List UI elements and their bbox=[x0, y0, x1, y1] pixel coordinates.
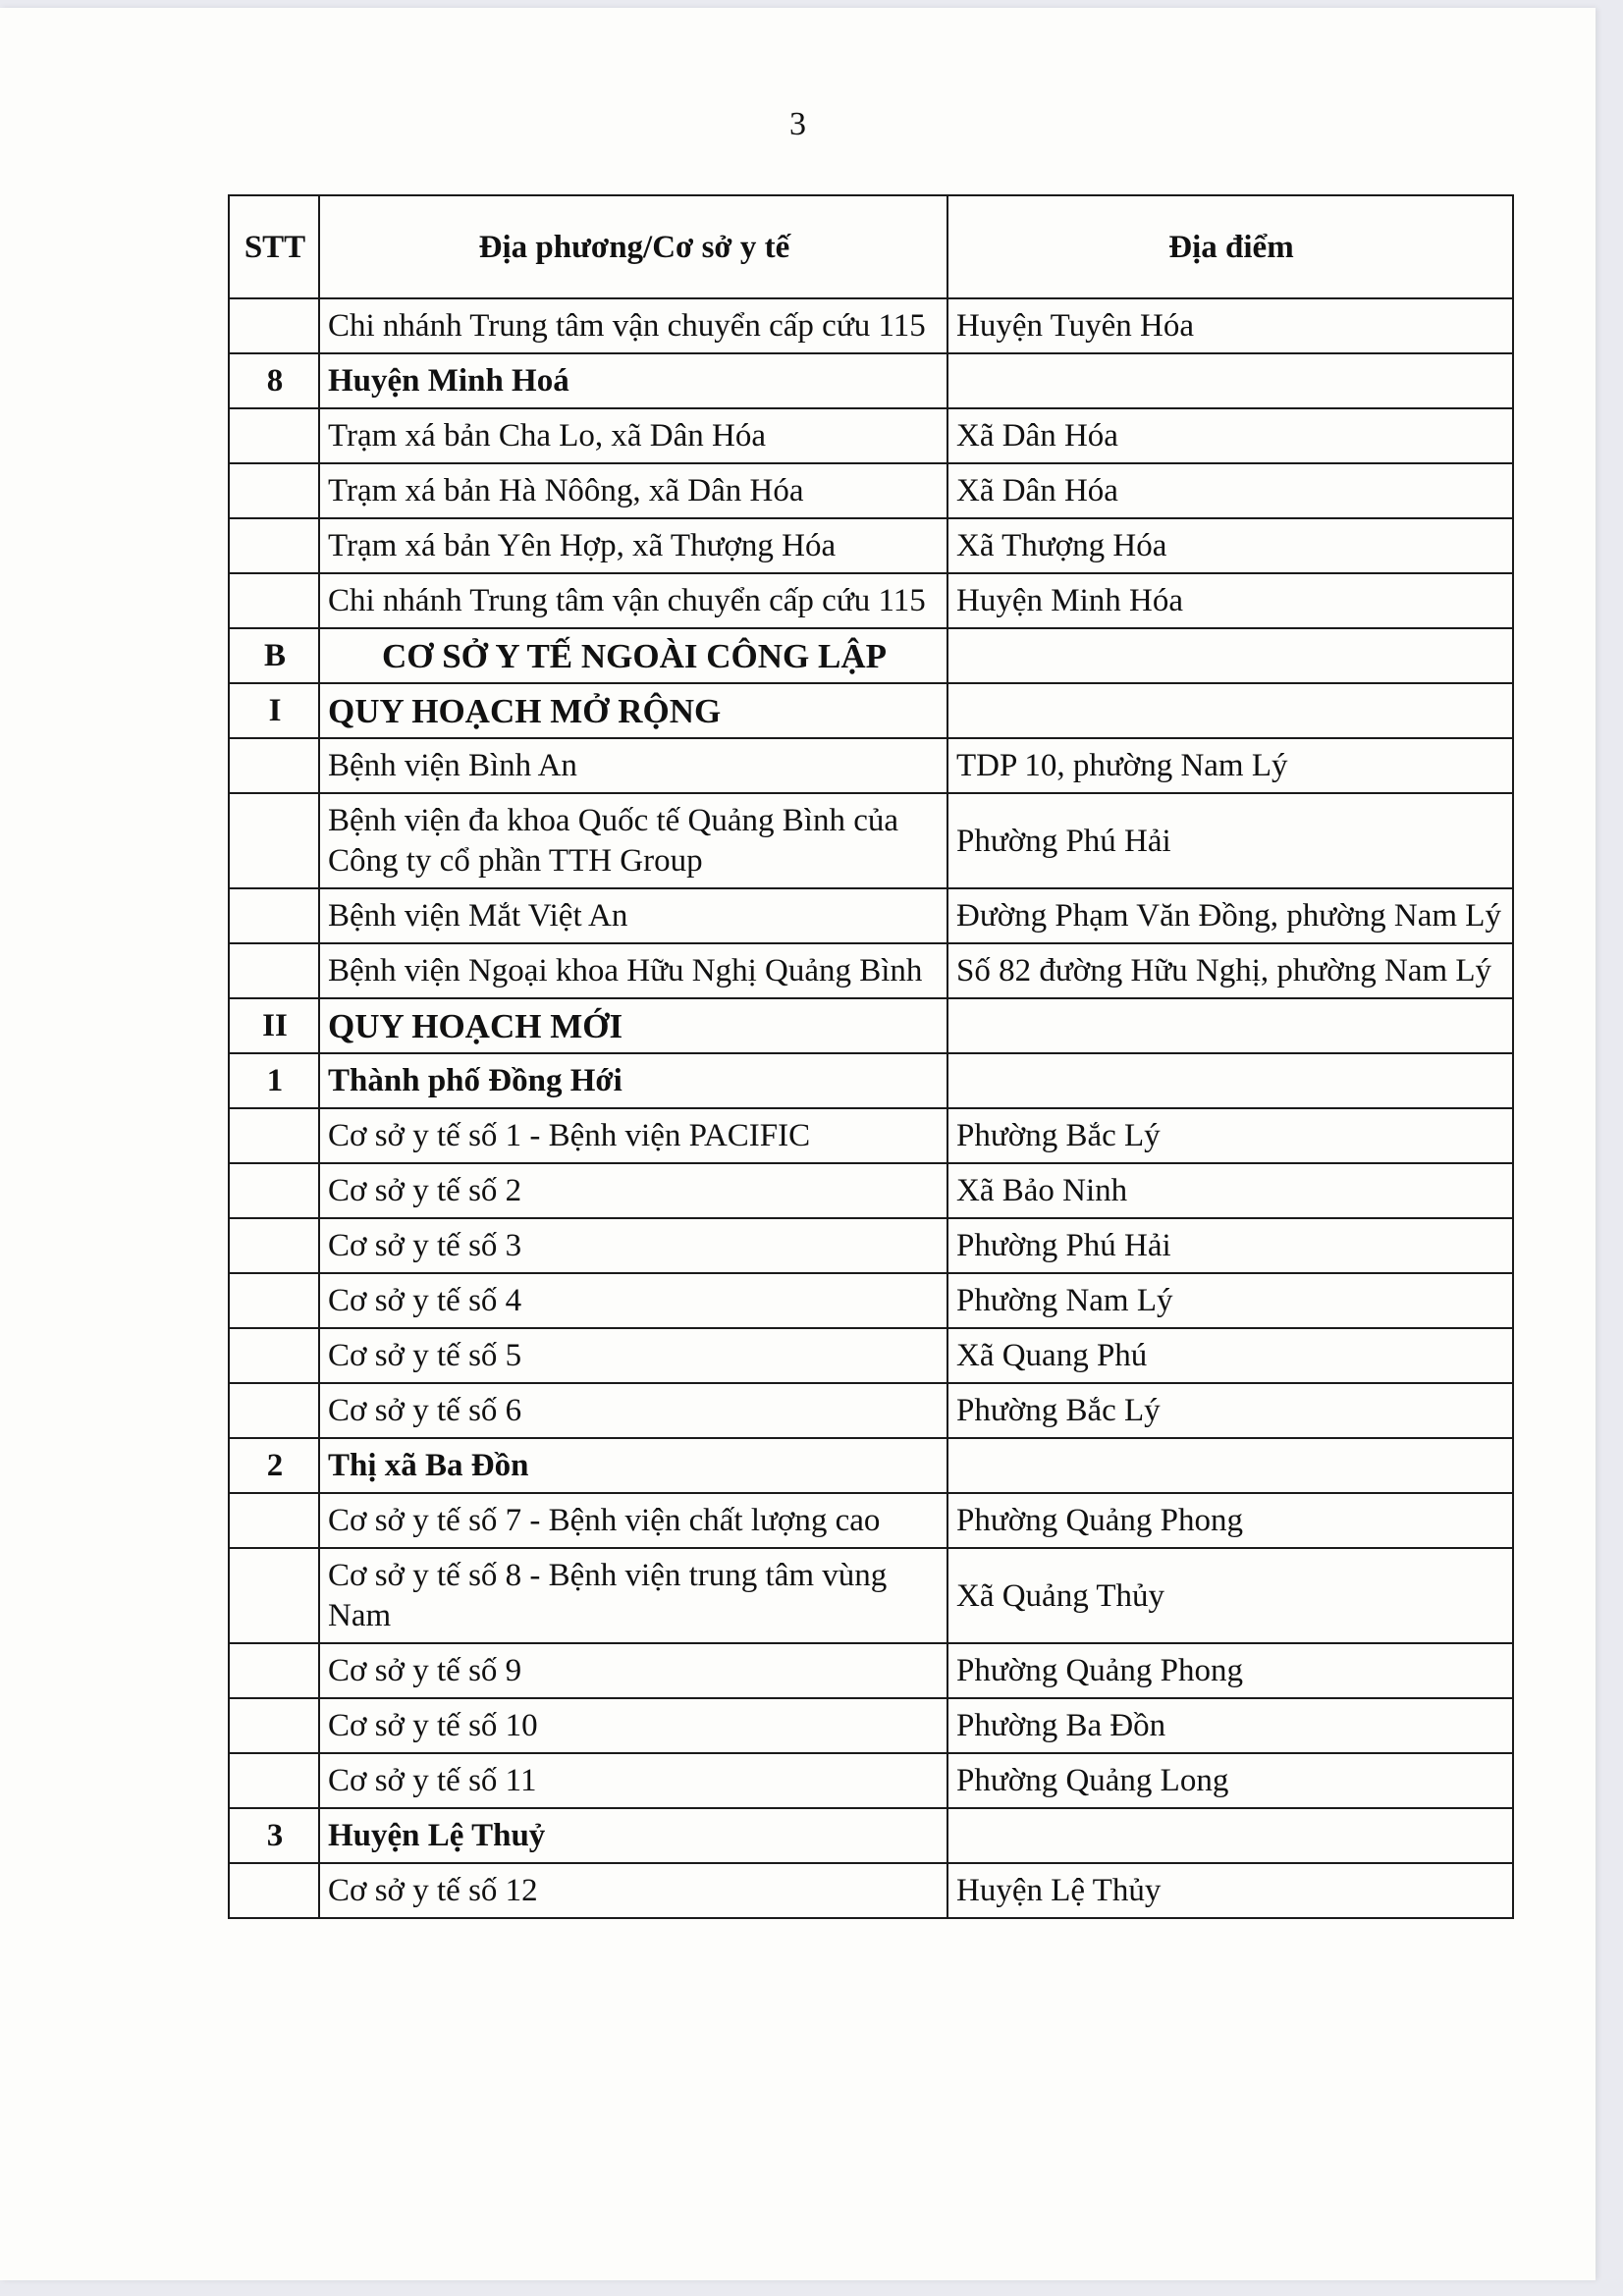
row-location-cell: Xã Dân Hóa bbox=[947, 463, 1513, 518]
row-stt-cell bbox=[229, 298, 319, 353]
table-row bbox=[229, 793, 1513, 888]
table-row bbox=[229, 353, 1513, 408]
table-row bbox=[229, 1548, 1513, 1643]
table-row bbox=[229, 408, 1513, 463]
row-stt-cell bbox=[229, 1643, 319, 1698]
table-row bbox=[229, 1863, 1513, 1918]
table-row bbox=[229, 1328, 1513, 1383]
row-stt-cell bbox=[229, 1383, 319, 1438]
row-name-cell: Cơ sở y tế số 12 bbox=[319, 1863, 947, 1918]
row-stt-cell bbox=[229, 408, 319, 463]
table-row bbox=[229, 1493, 1513, 1548]
table-row bbox=[229, 738, 1513, 793]
row-name-cell: QUY HOẠCH MỞ RỘNG bbox=[319, 683, 947, 738]
table-row bbox=[229, 1053, 1513, 1108]
row-location-cell bbox=[947, 1808, 1513, 1863]
row-stt-cell bbox=[229, 738, 319, 793]
row-location-cell: Huyện Minh Hóa bbox=[947, 573, 1513, 628]
row-stt-cell bbox=[229, 518, 319, 573]
row-name-cell: Trạm xá bản Hà Nôông, xã Dân Hóa bbox=[319, 463, 947, 518]
row-stt-cell bbox=[229, 793, 319, 888]
row-name-cell: Bệnh viện đa khoa Quốc tế Quảng Bình của Công ty cổ phần TTH Group bbox=[319, 793, 947, 888]
row-location-cell: Phường Bắc Lý bbox=[947, 1108, 1513, 1163]
row-name-cell: Thành phố Đồng Hới bbox=[319, 1053, 947, 1108]
row-name-cell: Bệnh viện Mắt Việt An bbox=[319, 888, 947, 943]
row-name-cell: QUY HOẠCH MỚI bbox=[319, 998, 947, 1053]
row-name-cell: Cơ sở y tế số 10 bbox=[319, 1698, 947, 1753]
table-row bbox=[229, 1383, 1513, 1438]
row-location-cell: Đường Phạm Văn Đồng, phường Nam Lý bbox=[947, 888, 1513, 943]
row-location-cell: Phường Bắc Lý bbox=[947, 1383, 1513, 1438]
table-row bbox=[229, 943, 1513, 998]
row-stt-cell: 8 bbox=[229, 353, 319, 408]
row-stt-cell bbox=[229, 1218, 319, 1273]
table-row bbox=[229, 463, 1513, 518]
table-row bbox=[229, 573, 1513, 628]
row-location-cell bbox=[947, 683, 1513, 738]
row-location-cell bbox=[947, 998, 1513, 1053]
row-stt-cell bbox=[229, 1863, 319, 1918]
row-stt-cell bbox=[229, 1753, 319, 1808]
table-header-row bbox=[229, 195, 1513, 298]
row-location-cell: Phường Phú Hải bbox=[947, 1218, 1513, 1273]
row-name-cell: Cơ sở y tế số 5 bbox=[319, 1328, 947, 1383]
row-stt-cell bbox=[229, 573, 319, 628]
row-name-cell: Cơ sở y tế số 6 bbox=[319, 1383, 947, 1438]
row-location-cell: Xã Quang Phú bbox=[947, 1328, 1513, 1383]
row-name-cell: Chi nhánh Trung tâm vận chuyển cấp cứu 115 bbox=[319, 298, 947, 353]
row-location-cell: Phường Phú Hải bbox=[947, 793, 1513, 888]
row-name-cell: Huyện Minh Hoá bbox=[319, 353, 947, 408]
table-row bbox=[229, 1438, 1513, 1493]
facility-table bbox=[228, 194, 1514, 1919]
page-number: 3 bbox=[789, 106, 806, 142]
row-location-cell bbox=[947, 628, 1513, 683]
table-row bbox=[229, 518, 1513, 573]
row-location-cell: Huyện Tuyên Hóa bbox=[947, 298, 1513, 353]
row-name-cell: Trạm xá bản Yên Hợp, xã Thượng Hóa bbox=[319, 518, 947, 573]
header-name: Địa phương/Cơ sở y tế bbox=[319, 195, 947, 298]
table-row bbox=[229, 1108, 1513, 1163]
row-name-cell: Trạm xá bản Cha Lo, xã Dân Hóa bbox=[319, 408, 947, 463]
row-name-cell: Bệnh viện Ngoại khoa Hữu Nghị Quảng Bình bbox=[319, 943, 947, 998]
row-name-cell: Cơ sở y tế số 4 bbox=[319, 1273, 947, 1328]
table-row bbox=[229, 888, 1513, 943]
row-location-cell: Phường Quảng Phong bbox=[947, 1643, 1513, 1698]
row-location-cell: Phường Nam Lý bbox=[947, 1273, 1513, 1328]
row-location-cell: Xã Thượng Hóa bbox=[947, 518, 1513, 573]
row-location-cell: Xã Quảng Thủy bbox=[947, 1548, 1513, 1643]
document-page bbox=[0, 8, 1596, 2280]
table-row bbox=[229, 298, 1513, 353]
row-stt-cell: I bbox=[229, 683, 319, 738]
row-location-cell: TDP 10, phường Nam Lý bbox=[947, 738, 1513, 793]
row-stt-cell: II bbox=[229, 998, 319, 1053]
row-location-cell: Xã Bảo Ninh bbox=[947, 1163, 1513, 1218]
row-stt-cell: B bbox=[229, 628, 319, 683]
table-row bbox=[229, 1163, 1513, 1218]
row-stt-cell bbox=[229, 1493, 319, 1548]
row-name-cell: Thị xã Ba Đồn bbox=[319, 1438, 947, 1493]
row-location-cell: Huyện Lệ Thủy bbox=[947, 1863, 1513, 1918]
table-row bbox=[229, 1273, 1513, 1328]
row-location-cell: Xã Dân Hóa bbox=[947, 408, 1513, 463]
row-location-cell bbox=[947, 1053, 1513, 1108]
row-stt-cell bbox=[229, 463, 319, 518]
row-stt-cell bbox=[229, 1163, 319, 1218]
header-location: Địa điểm bbox=[947, 195, 1513, 298]
table-row bbox=[229, 1808, 1513, 1863]
row-stt-cell: 3 bbox=[229, 1808, 319, 1863]
row-name-cell: Cơ sở y tế số 3 bbox=[319, 1218, 947, 1273]
table-row bbox=[229, 1643, 1513, 1698]
table-row bbox=[229, 628, 1513, 683]
row-location-cell: Phường Ba Đồn bbox=[947, 1698, 1513, 1753]
row-stt-cell bbox=[229, 1273, 319, 1328]
row-name-cell: Cơ sở y tế số 1 - Bệnh viện PACIFIC bbox=[319, 1108, 947, 1163]
row-stt-cell: 1 bbox=[229, 1053, 319, 1108]
row-name-cell: Cơ sở y tế số 8 - Bệnh viện trung tâm vùng Nam bbox=[319, 1548, 947, 1643]
row-stt-cell bbox=[229, 888, 319, 943]
row-name-cell: Cơ sở y tế số 7 - Bệnh viện chất lượng cao bbox=[319, 1493, 947, 1548]
header-stt: STT bbox=[229, 195, 319, 298]
row-stt-cell bbox=[229, 1698, 319, 1753]
table-row bbox=[229, 998, 1513, 1053]
row-stt-cell bbox=[229, 1108, 319, 1163]
row-name-cell: Huyện Lệ Thuỷ bbox=[319, 1808, 947, 1863]
table-row bbox=[229, 1698, 1513, 1753]
row-name-cell: Cơ sở y tế số 2 bbox=[319, 1163, 947, 1218]
row-location-cell bbox=[947, 1438, 1513, 1493]
row-stt-cell bbox=[229, 1548, 319, 1643]
row-stt-cell bbox=[229, 1328, 319, 1383]
table-row bbox=[229, 1753, 1513, 1808]
row-stt-cell bbox=[229, 943, 319, 998]
row-location-cell: Số 82 đường Hữu Nghị, phường Nam Lý bbox=[947, 943, 1513, 998]
row-name-cell: Cơ sở y tế số 9 bbox=[319, 1643, 947, 1698]
table-row bbox=[229, 1218, 1513, 1273]
row-name-cell: Cơ sở y tế số 11 bbox=[319, 1753, 947, 1808]
row-location-cell: Phường Quảng Phong bbox=[947, 1493, 1513, 1548]
row-location-cell bbox=[947, 353, 1513, 408]
row-name-cell: Bệnh viện Bình An bbox=[319, 738, 947, 793]
row-name-cell: CƠ SỞ Y TẾ NGOÀI CÔNG LẬP bbox=[319, 628, 947, 683]
row-location-cell: Phường Quảng Long bbox=[947, 1753, 1513, 1808]
row-stt-cell: 2 bbox=[229, 1438, 319, 1493]
table-row bbox=[229, 683, 1513, 738]
row-name-cell: Chi nhánh Trung tâm vận chuyển cấp cứu 115 bbox=[319, 573, 947, 628]
